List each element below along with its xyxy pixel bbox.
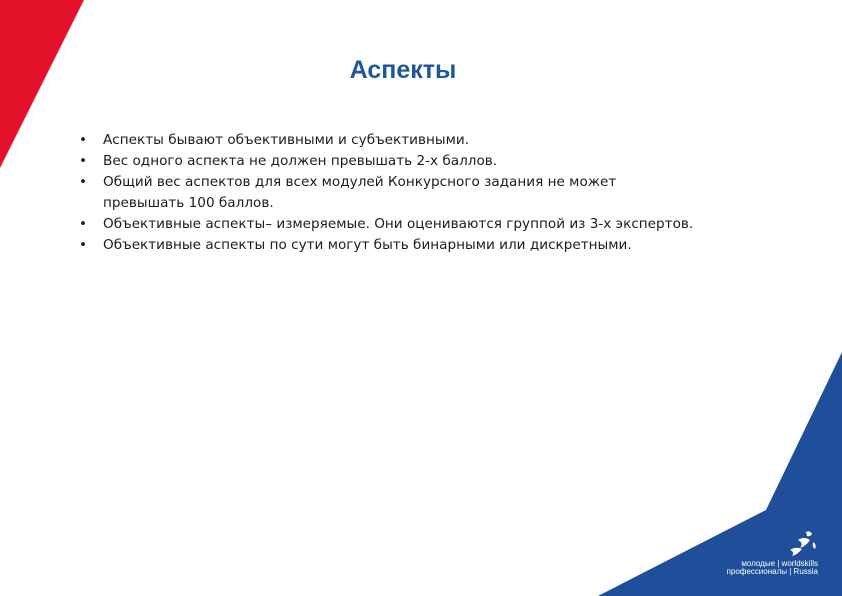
list-item [79,151,699,172]
bullet-list [79,130,699,256]
list-item-text: Объективные аспекты по сути могут быть бинарными или дискретными. [103,237,632,253]
list-item [79,172,699,214]
worldskills-logo-icon [780,528,820,558]
logo-text-line1: молодые | worldskills [741,559,818,568]
logo-text-line2: профессионалы | Russia [726,567,818,576]
bullet-icon: • [79,216,88,232]
list-item [79,214,699,235]
list-item-text: Общий вес аспектов для всех модулей Конкурсного задания не может превышать 100 баллов. [103,174,617,211]
worldskills-logo [704,528,824,578]
list-item-text: Вес одного аспекта не должен превышать 2-х баллов. [103,153,498,169]
bullet-icon: • [79,153,88,169]
bullet-icon: • [79,132,88,148]
list-item [79,235,699,256]
bullet-icon: • [79,174,88,190]
bullet-icon: • [79,237,88,253]
list-item [79,130,699,151]
slide-title: Аспекты [349,56,457,84]
list-item-text: Аспекты бывают объективными и субъективными. [103,132,470,148]
list-item-text: Объективные аспекты– измеряемые. Они оцениваются группой из 3-х экспертов. [103,216,694,232]
